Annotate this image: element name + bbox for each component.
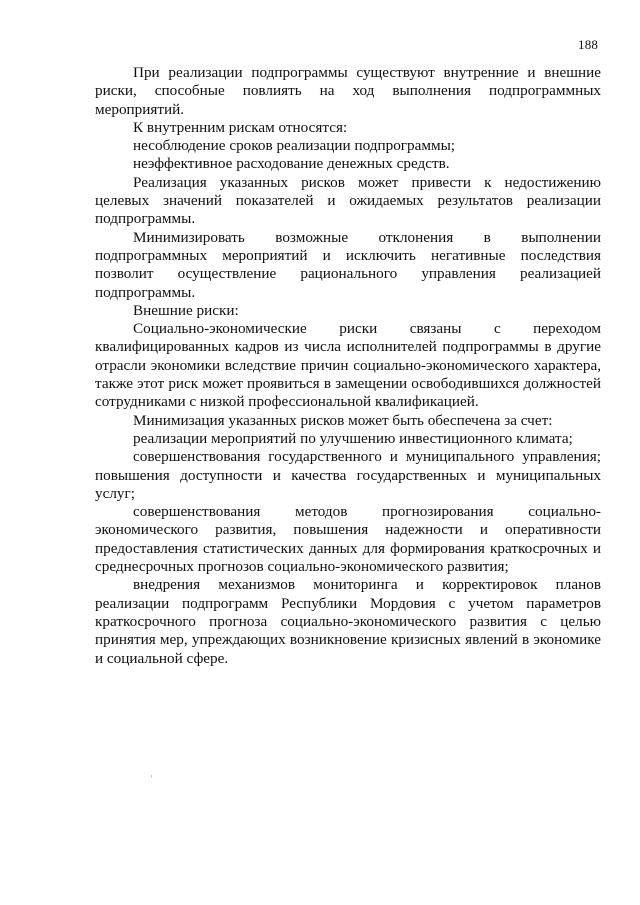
page-number: 188 — [578, 37, 599, 52]
internal-risks-heading: К внутренним рискам относятся: — [133, 118, 348, 136]
external-risk-paragraph: Социально-экономические риски связаны с переходом квалифицированных кадров из числа исполнителей подпрограммы в другие отрасли экономики вследствие причин социально-экономического характера, также этот риск может проявиться в замещении освободившихся должностей сотрудниками с низкой профессиональной квалификацией. — [95, 320, 601, 411]
document-body — [95, 64, 601, 668]
minimization-item: внедрения механизмов мониторинга и корректировок планов реализации подпрограмм Республики Мордовия с учетом параметров краткосрочного прогноза социально-экономического развития с целью принятия мер, упреждающих возникновение кризисных явлений в экономике и социальной сфере. — [95, 576, 601, 667]
minimization-item: совершенствования методов прогнозирования социально-экономического развития, повышения надежности и оперативности предоставления статистических данных для формирования краткосрочных и среднесрочных прогнозов социально-экономического развития; — [95, 503, 601, 576]
intro-paragraph: При реализации подпрограммы существуют внутренние и внешние риски, способные повлиять на ход выполнения подпрограммных мероприятий. — [95, 64, 601, 118]
minimization-item: реализации мероприятий по улучшению инвестиционного климата; — [133, 429, 573, 447]
minimization-means-heading: Минимизация указанных рисков может быть обеспечена за счет: — [133, 411, 553, 429]
internal-risk-item: неэффективное расходование денежных средств. — [133, 155, 450, 173]
minimization-item: совершенствования государственного и муниципального управления; повышения доступности и качества государственных и муниципальных услуг; — [95, 448, 601, 502]
risk-consequence-paragraph: Реализация указанных рисков может привести к недостижению целевых значений показателей и ожидаемых результатов реализации подпрограммы. — [95, 173, 601, 228]
scan-artifact — [151, 775, 152, 778]
external-risks-heading: Внешние риски: — [133, 301, 239, 319]
risk-minimization-paragraph: Минимизировать возможные отклонения в выполнении подпрограммных мероприятий и исключить негативные последствия позволит осуществление рационального управления реализацией подпрограммы. — [95, 228, 601, 301]
internal-risk-item: несоблюдение сроков реализации подпрограммы; — [133, 137, 455, 155]
